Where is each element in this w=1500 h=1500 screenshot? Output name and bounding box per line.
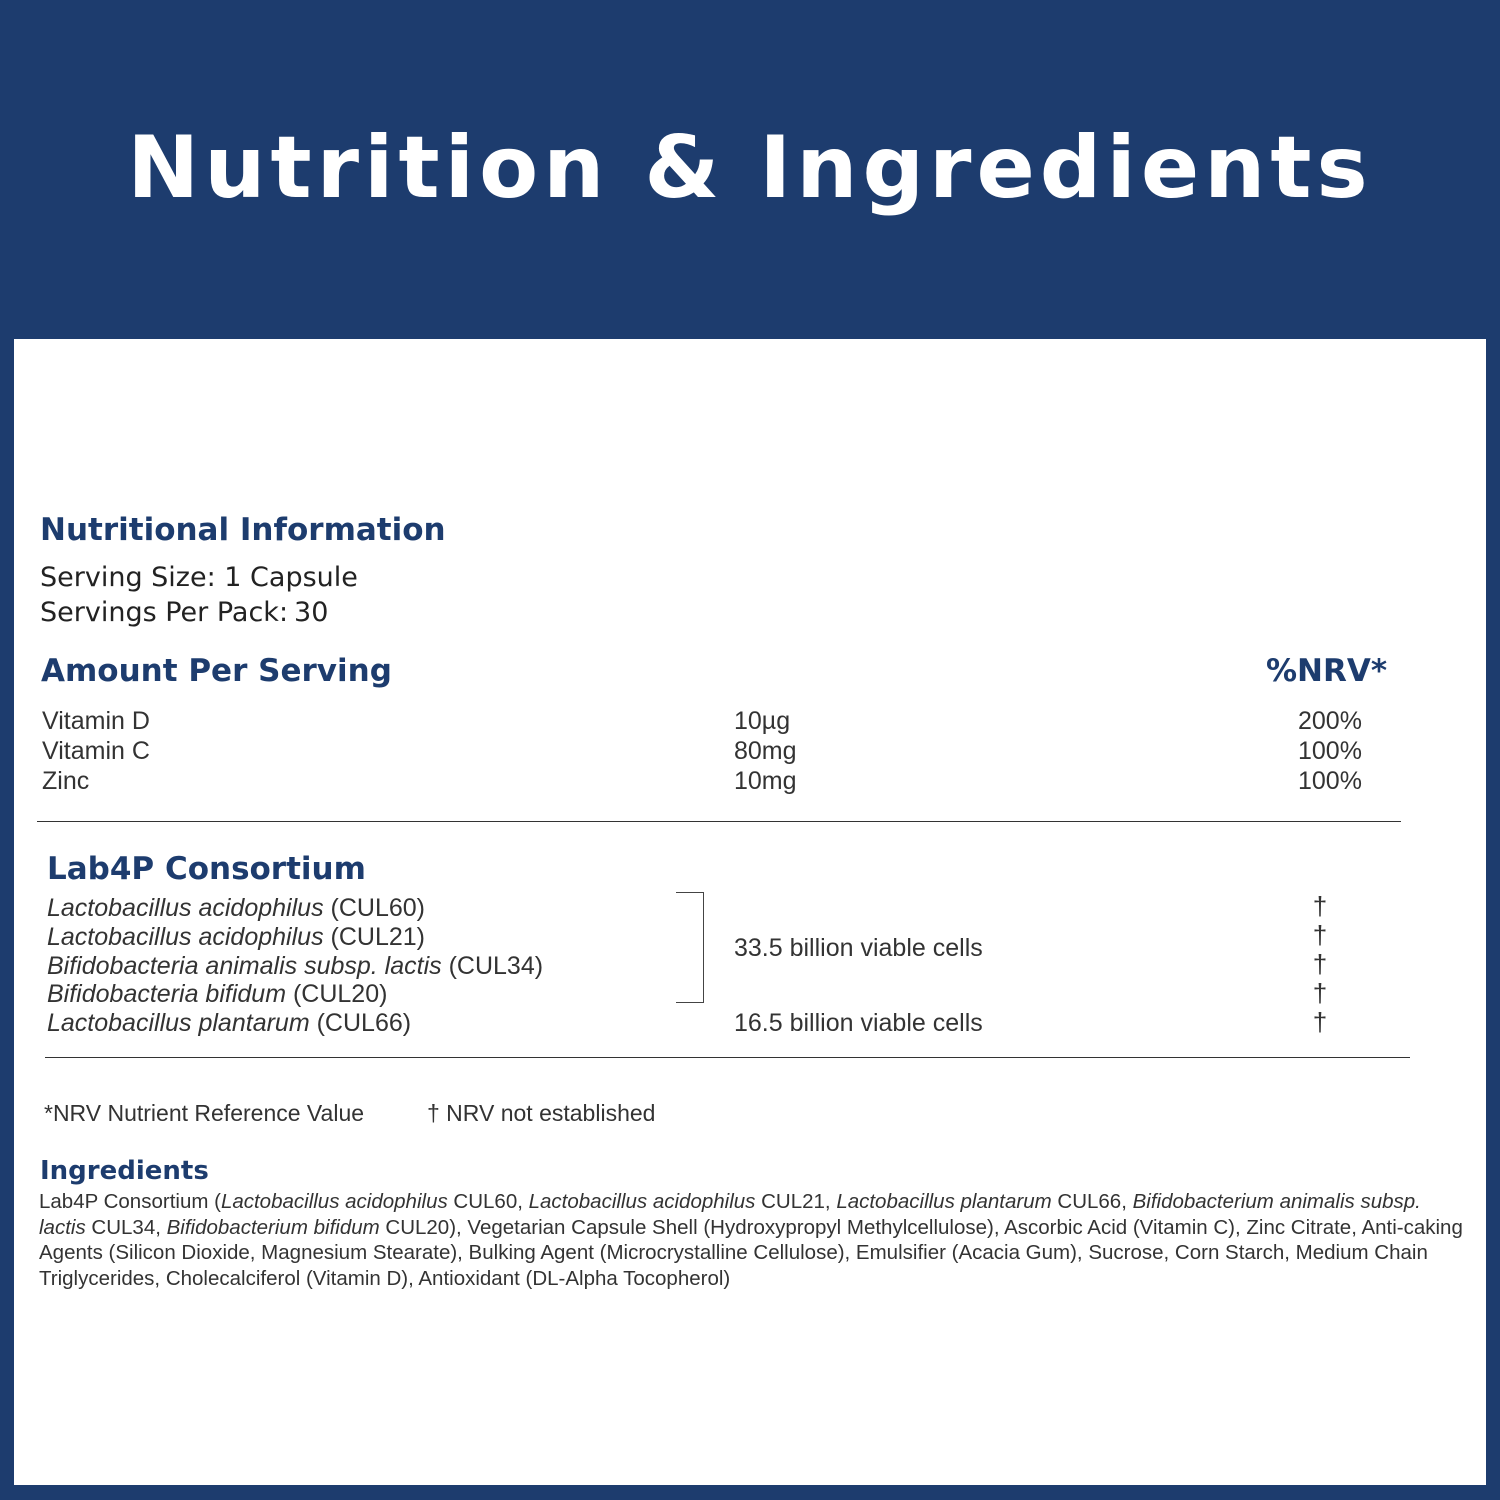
servings-per-pack-value: 30 [294, 597, 329, 628]
ingredient-species: Bifidobacterium bifidum [166, 1215, 380, 1239]
serving-size [40, 560, 358, 596]
strain-species: Lactobacillus plantarum [47, 1009, 310, 1037]
nutritional-information-heading: Nutritional Information [40, 512, 446, 548]
strain-species: Bifidobacteria bifidum [47, 980, 287, 1008]
strain-species: Bifidobacteria animalis subsp. lactis [47, 952, 442, 980]
strain-row [47, 951, 543, 981]
strain-code: (CUL34) [448, 952, 544, 980]
ingredients-heading: Ingredients [40, 1156, 209, 1186]
page-title: Nutrition & Ingredients [127, 118, 1373, 218]
nrv-footnote: *NRV Nutrient Reference Value [44, 1100, 365, 1126]
ingredients-text [39, 1189, 1469, 1291]
servings-per-pack [40, 595, 328, 631]
ingredient-text: Lab4P Consortium ( [39, 1190, 221, 1213]
serving-size-label: Serving Size: [40, 562, 216, 593]
strain-species: Lactobacillus acidophilus [47, 894, 324, 922]
nutrient-amount: 10mg [734, 767, 797, 795]
servings-per-pack-label: Servings Per Pack: [40, 597, 289, 628]
group-bracket [676, 892, 704, 1003]
strain-species: Lactobacillus acidophilus [47, 923, 324, 951]
ingredient-species: Lactobacillus acidophilus [528, 1190, 756, 1213]
dagger-footnote: † NRV not established [427, 1100, 656, 1126]
nutrient-name: Zinc [42, 767, 90, 795]
strain-row [47, 1008, 411, 1038]
strain-code: (CUL20) [292, 980, 388, 1008]
section-divider [45, 1057, 1410, 1058]
strain-code: (CUL66) [316, 1009, 412, 1037]
strain-code: (CUL21) [330, 923, 425, 951]
ingredient-text: CUL20), Vegetarian Capsule Shell (Hydroxypropyl Methylcellulose), Ascorbic Acid (Vitamin C), Zinc Citrate, Anti-caking Agents (Silicon Dioxide, Magnesium Stearate), Bulking Agent (Microcrystalline Cellulose), Emulsifier (Acacia Gum), Sucrose, Corn Starch, Medium Chain Triglycerides, Cholecalciferol (Vitamin D), Antioxidant (DL-Alpha Tocopherol) [39, 1215, 1463, 1290]
strain-code: (CUL60) [330, 894, 425, 922]
nutrition-panel [14, 339, 1486, 1485]
ingredient-text: CUL21, [755, 1190, 837, 1213]
dagger-mark: † [1312, 891, 1328, 921]
section-divider [37, 821, 1401, 822]
nutrient-nrv: 200% [1298, 707, 1362, 735]
nutrient-nrv: 100% [1298, 767, 1362, 795]
nutrient-amount: 10µg [734, 707, 791, 735]
dagger-mark: † [1312, 949, 1328, 979]
group-amount: 33.5 billion viable cells [734, 934, 983, 962]
plantarum-amount: 16.5 billion viable cells [734, 1009, 983, 1037]
nutrient-amount: 80mg [734, 737, 797, 765]
ingredient-species: Lactobacillus plantarum [836, 1190, 1052, 1213]
strain-row [47, 922, 425, 952]
ingredient-text: CUL60, [447, 1190, 529, 1213]
serving-size-value: 1 Capsule [224, 562, 358, 593]
lab4p-consortium-heading: Lab4P Consortium [47, 851, 366, 887]
strain-row [47, 979, 387, 1009]
ingredient-text: CUL34, [85, 1215, 167, 1239]
nrv-heading: %NRV* [1266, 653, 1388, 689]
nutrient-nrv: 100% [1298, 737, 1362, 765]
nutrient-name: Vitamin D [42, 707, 150, 735]
strain-row [47, 893, 425, 923]
ingredient-text: CUL66, [1051, 1190, 1133, 1213]
dagger-mark: † [1312, 1007, 1328, 1037]
amount-per-serving-heading: Amount Per Serving [41, 653, 392, 689]
ingredient-species: Bifidobacterium animalis subsp. lactis [39, 1190, 1421, 1239]
dagger-mark: † [1312, 978, 1328, 1008]
nutrient-name: Vitamin C [42, 737, 150, 765]
dagger-mark: † [1312, 920, 1328, 950]
ingredient-species: Lactobacillus acidophilus [220, 1190, 448, 1213]
